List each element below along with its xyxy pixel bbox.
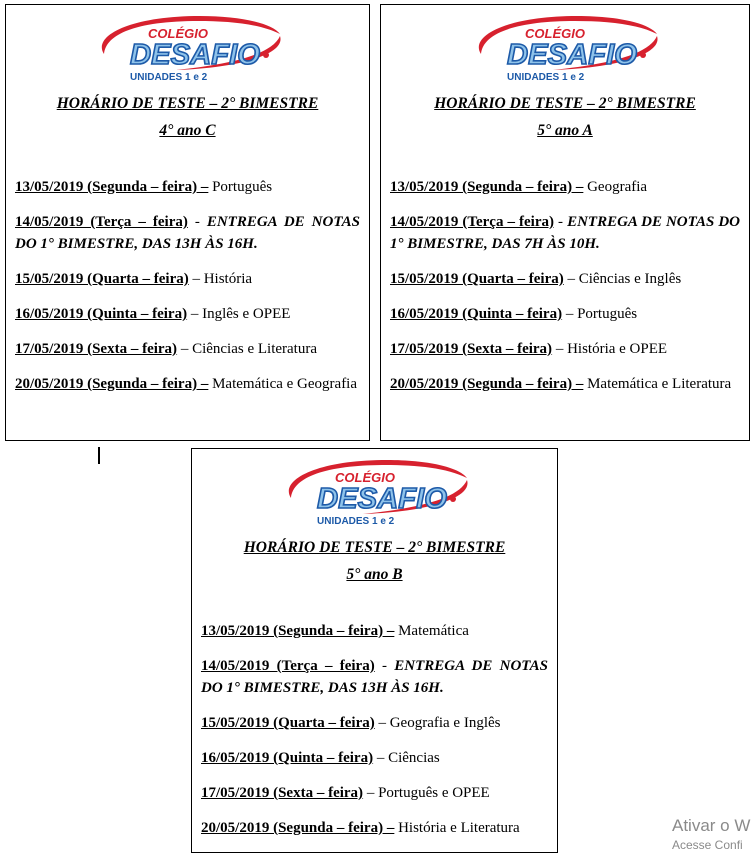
entry-date: 20/05/2019 (Segunda – feira) – (201, 820, 395, 836)
text-cursor (98, 447, 100, 464)
entry-subjects: Geografia e Inglês (389, 715, 501, 731)
schedule-title: HORÁRIO DE TESTE – 2° BIMESTRE (434, 95, 696, 112)
schedule-entry (15, 176, 360, 198)
entry-subjects: História e OPEE (567, 341, 668, 357)
entry-date: 17/05/2019 (Sexta – feira) (390, 341, 553, 357)
svg-text:UNIDADES 1 e 2: UNIDADES 1 e 2 (129, 72, 207, 82)
colegio-desafio-logo (467, 10, 663, 82)
schedule-title: HORÁRIO DE TESTE – 2° BIMESTRE (243, 539, 506, 556)
schedule-card-5-ano-a (380, 4, 750, 441)
schedule-entry (15, 211, 360, 255)
entry-subjects: História (203, 271, 253, 287)
schedule-entry (201, 817, 548, 839)
entry-separator: – (373, 750, 389, 766)
schedule-entry (390, 211, 740, 255)
svg-text:DESAFIO: DESAFIO (507, 39, 638, 71)
schedule-entry (390, 373, 740, 395)
svg-text:UNIDADES 1 e 2: UNIDADES 1 e 2 (316, 516, 394, 526)
schedule-entry (201, 712, 548, 734)
schedule-list (15, 176, 360, 395)
entry-notice: ENTREGA DE NOTAS DO 1° BIMESTRE, DAS 7H ÀS 10H. (390, 214, 741, 252)
entry-subjects: Ciências e Inglês (578, 271, 682, 287)
entry-separator: – (562, 306, 578, 322)
schedule-list (390, 176, 740, 395)
schedule-entry (15, 373, 360, 395)
schedule-title: HORÁRIO DE TESTE – 2° BIMESTRE (56, 95, 319, 112)
schedule-entry (201, 747, 548, 769)
entry-subjects: Ciências e Literatura (192, 341, 317, 357)
entry-date: 15/05/2019 (Quarta – feira) (15, 271, 189, 287)
svg-text:COLÉGIO: COLÉGIO (147, 26, 208, 41)
entry-separator: – (552, 341, 568, 357)
schedule-entry (15, 268, 360, 290)
class-name: 5° ano A (537, 122, 593, 139)
entry-notice: ENTREGA DE NOTAS DO 1° BIMESTRE, DAS 13H ÀS 16H. (15, 214, 360, 252)
entry-separator: – (374, 715, 390, 731)
entry-date: 14/05/2019 (Terça – feira) (201, 658, 375, 674)
entry-subjects: História e Literatura (394, 820, 520, 836)
entry-separator: – (363, 785, 379, 801)
entry-date: 17/05/2019 (Sexta – feira) (15, 341, 178, 357)
schedule-entry (201, 620, 548, 642)
entry-separator: – (177, 341, 193, 357)
entry-date: 20/05/2019 (Segunda – feira) – (15, 376, 209, 392)
entry-separator: - (554, 214, 568, 230)
entry-subjects: Ciências (388, 750, 440, 766)
entry-date: 15/05/2019 (Quarta – feira) (390, 271, 564, 287)
entry-date: 20/05/2019 (Segunda – feira) – (390, 376, 584, 392)
entry-subjects: Matemática (394, 623, 469, 639)
entry-date: 13/05/2019 (Segunda – feira) – (201, 623, 395, 639)
class-name: 4° ano C (159, 122, 216, 139)
entry-subjects: Português (208, 179, 273, 195)
entry-date: 13/05/2019 (Segunda – feira) – (390, 179, 584, 195)
entry-subjects: Matemática e Geografia (208, 376, 358, 392)
entry-separator: - (374, 658, 395, 674)
entry-subjects: Português (577, 306, 638, 322)
windows-activation-watermark[interactable] (672, 815, 750, 853)
schedule-entry (201, 782, 548, 804)
entry-separator: - (187, 214, 207, 230)
class-name: 5° ano B (346, 566, 403, 583)
schedule-entry (390, 176, 740, 198)
colegio-desafio-logo (90, 10, 286, 82)
schedule-card-4-ano-c (5, 4, 370, 441)
schedule-entry (390, 338, 740, 360)
entry-date: 15/05/2019 (Quarta – feira) (201, 715, 375, 731)
entry-date: 13/05/2019 (Segunda – feira) – (15, 179, 209, 195)
schedule-list (201, 620, 548, 839)
svg-text:UNIDADES 1 e 2: UNIDADES 1 e 2 (507, 72, 585, 82)
entry-date: 17/05/2019 (Sexta – feira) (201, 785, 364, 801)
entry-separator: – (188, 271, 204, 287)
entry-date: 16/05/2019 (Quinta – feira) (201, 750, 374, 766)
entry-date: 16/05/2019 (Quinta – feira) (390, 306, 563, 322)
watermark-line-2: Acesse Confi (672, 838, 743, 852)
watermark-line-1: Ativar o W (672, 816, 751, 835)
schedule-entry (15, 338, 360, 360)
colegio-desafio-logo (277, 454, 473, 526)
entry-subjects: Geografia (583, 179, 648, 195)
svg-text:DESAFIO: DESAFIO (316, 483, 447, 515)
svg-text:DESAFIO: DESAFIO (129, 39, 260, 71)
entry-separator: – (563, 271, 579, 287)
entry-date: 14/05/2019 (Terça – feira) (15, 214, 188, 230)
schedule-card-5-ano-b (191, 448, 558, 853)
entry-notice: ENTREGA DE NOTAS DO 1° BIMESTRE, DAS 13H ÀS 16H. (201, 658, 548, 696)
schedule-entry (15, 303, 360, 325)
entry-subjects: Inglês e OPEE (202, 306, 291, 322)
svg-text:COLÉGIO: COLÉGIO (334, 470, 395, 485)
entry-separator: – (187, 306, 203, 322)
entry-subjects: Português e OPEE (378, 785, 490, 801)
entry-date: 14/05/2019 (Terça – feira) (390, 214, 554, 230)
entry-date: 16/05/2019 (Quinta – feira) (15, 306, 188, 322)
schedule-entry (201, 655, 548, 699)
svg-text:COLÉGIO: COLÉGIO (525, 26, 585, 41)
schedule-entry (390, 303, 740, 325)
schedule-entry (390, 268, 740, 290)
entry-subjects: Matemática e Literatura (583, 376, 732, 392)
